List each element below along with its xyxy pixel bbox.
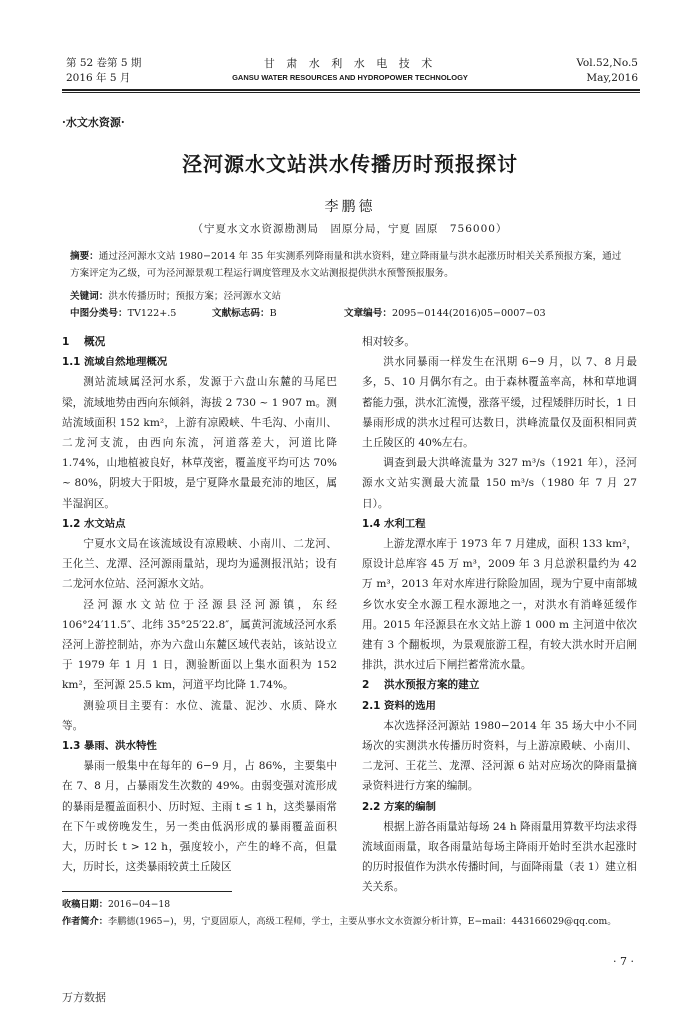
header-rule-top: [62, 89, 640, 91]
paragraph: 根据上游各雨量站每场 24 h 降雨量用算数平均法求得流域面雨量，取各雨量站每场主降雨开始时至洪水起涨时的历时报值作为洪水传播时间，与面降雨量（表 1）建立相关关系。: [362, 820, 637, 894]
paragraph: 暴雨一般集中在每年的 6−9 月，占 86%，主要集中在 7、8 月，占暴雨发生次数的 49%。由弱变强对流形成的暴雨是覆盖面积小、历时短、主雨 t ≤ 1 h，这类暴雨常在下午或傍晚发生，另一类由低涡形成的暴雨覆盖面积大，历时长 t > 12 h，强度较小，产生的峰不高，但量大，历时长，这类暴雨较黄土丘陵区: [62, 760, 337, 874]
bio-label: 作者简介：: [62, 916, 108, 927]
heading-1-4: 1.4 水利工程: [362, 517, 426, 530]
abstract: [70, 248, 630, 282]
watermark: 万方数据: [62, 991, 106, 1004]
volume-issue-en: Vol.52,No.5: [576, 57, 638, 69]
header-rule-bottom: [62, 92, 640, 93]
keywords-text: 洪水传播历时；预报方案；泾河源水文站: [108, 291, 282, 302]
doccode-value: B: [269, 308, 277, 319]
keywords: [70, 288, 630, 305]
paragraph: 上游龙潭水库于 1973 年 7 月建成，面积 133 km²，原设计总库容 45 万 m³，2009 年 3 月总淤积量约为 42 万 m³，2013 年对水库进行除险加固，现为宁夏中南部城乡饮水安全水源工程水源地之一，对洪水有消峰延缓作用。2015 年泾源县在水文站上游 1 000 m 主河道中依次建有 3 个翻板坝，为景观旅游工程，有较大洪水时开启闸排洪，洪水过后下闸拦蓄常流水量。: [362, 538, 637, 672]
clc-number: [70, 305, 176, 322]
journal-title-en: GANSU WATER RESOURCES AND HYDROPOWER TECHNOLOGY: [232, 73, 468, 82]
journal-title-cn: 甘 肃 水 利 水 电 技 术: [263, 57, 437, 70]
paragraph: 测验项目主要有：水位、流量、泥沙、水质、降水等。: [62, 699, 337, 732]
article-number: [344, 305, 546, 322]
section-tag: ·水文水资源·: [62, 116, 125, 129]
document-code: [212, 305, 277, 322]
paper-title: 泾河源水文站洪水传播历时预报探讨: [182, 152, 518, 176]
author-affiliation: （宁夏水文水资源勘测局 固原分局，宁夏 固原 756000）: [192, 223, 508, 235]
footnote-rule: [62, 891, 232, 892]
left-column: [62, 332, 337, 877]
author-bio: [62, 914, 640, 930]
received-label: 收稿日期：: [62, 899, 108, 910]
clc-value: TV122+.5: [127, 308, 177, 319]
clc-label: 中图分类号：: [70, 308, 128, 319]
heading-1-3: 1.3 暴雨、洪水特性: [62, 740, 157, 753]
paragraph: 测站流域属泾河水系，发源于六盘山东麓的马尾巴梁，流域地势由西向东倾斜，海拔 2 730 ~ 1 907 m。测站流域面积 152 km²，上游有凉殿峡、牛毛沟、小南川、二龙河支流，由西向东流，河道落差大，河道比降 1.74%，山地植被良好，林草茂密，覆盖度平均可达 70% ~ 80%，阴坡大于阳坡，是宁夏降水量最充沛的地区，属半湿润区。: [62, 376, 337, 510]
heading-1-2: 1.2 水文站点: [62, 517, 126, 530]
heading-2-1: 2.1 资料的选用: [362, 699, 436, 712]
abstract-label: 摘要：: [70, 251, 99, 262]
heading-2: 2 洪水预报方案的建立: [362, 679, 480, 692]
received-date: [62, 897, 640, 913]
paragraph-continued: 相对较多。: [362, 336, 415, 348]
articleno-label: 文章编号：: [344, 308, 392, 319]
volume-issue-cn: 第 52 卷第 5 期: [66, 57, 142, 69]
bio-text: 李鹏德(1965−)，男，宁夏固原人，高级工程师，学士，主要从事水文水资源分析计算，E−mail：443166029@qq.com。: [107, 916, 617, 927]
heading-2-2: 2.2 方案的编制: [362, 800, 436, 813]
received-value: 2016−04−18: [107, 899, 171, 910]
paragraph: 泾河源水文站位于泾源县泾河源镇，东经 106°24′11.5″、北纬 35°25′22.8″，属黄河流域泾河水系泾河上游控制站，亦为六盘山东麓区域代表站，该站设立于 1979 年 1 月 1 日，测验断面以上集水面积为 152 km²，至河源 25.5 km，河道平均比降 1.74%。: [62, 598, 337, 692]
author-name: 李鹏德: [324, 199, 376, 215]
date-cn: 2016 年 5 月: [66, 72, 131, 84]
paragraph: 本次选择泾河源站 1980−2014 年 35 场大中小不同场次的实测洪水传播历时资料，与上游凉殿峡、小南川、二龙河、王花兰、龙潭、泾河源 6 站对应场次的降雨量摘录资料进行方案的编制。: [362, 719, 637, 793]
heading-1: 1 概况: [62, 336, 106, 348]
abstract-text: 通过泾河源水文站 1980−2014 年 35 年实测系列降雨量和洪水资料，建立降雨量与洪水起涨历时相关关系预报方案，通过方案评定为乙级，可为泾河源景观工程运行调度管理及水文站测报提供洪水预警预报服务。: [70, 251, 622, 279]
right-column: [362, 332, 637, 898]
doccode-label: 文献标志码：: [212, 308, 270, 319]
paragraph: 调查到最大洪峰流量为 327 m³/s（1921 年），泾河源水文站实测最大流量 150 m³/s（1980 年 7 月 27 日）。: [362, 457, 637, 510]
heading-1-1: 1.1 流域自然地理概况: [62, 356, 168, 369]
articleno-value: 2095−0144(2016)05−0007−03: [391, 308, 546, 319]
paragraph: 宁夏水文局在该流域设有凉殿峡、小南川、二龙河、王化兰、龙潭、泾河源雨量站，现均为遥测报汛站；设有二龙河水位站、泾河源水文站。: [62, 538, 337, 591]
paragraph: 洪水同暴雨一样发生在汛期 6−9 月，以 7、8 月最多，5、10 月偶尔有之。由于森林覆盖率高，林和草地调蓄能力强，洪水汇流慢，涨落平缓，过程矮胖历时长，1 日暴雨形成的洪水过程可达数日，洪峰流量仅及面积相同黄土丘陵区的 40%左右。: [362, 356, 637, 450]
keywords-label: 关键词：: [70, 291, 109, 302]
page-number: · 7 ·: [613, 955, 634, 968]
date-en: May,2016: [586, 72, 638, 84]
